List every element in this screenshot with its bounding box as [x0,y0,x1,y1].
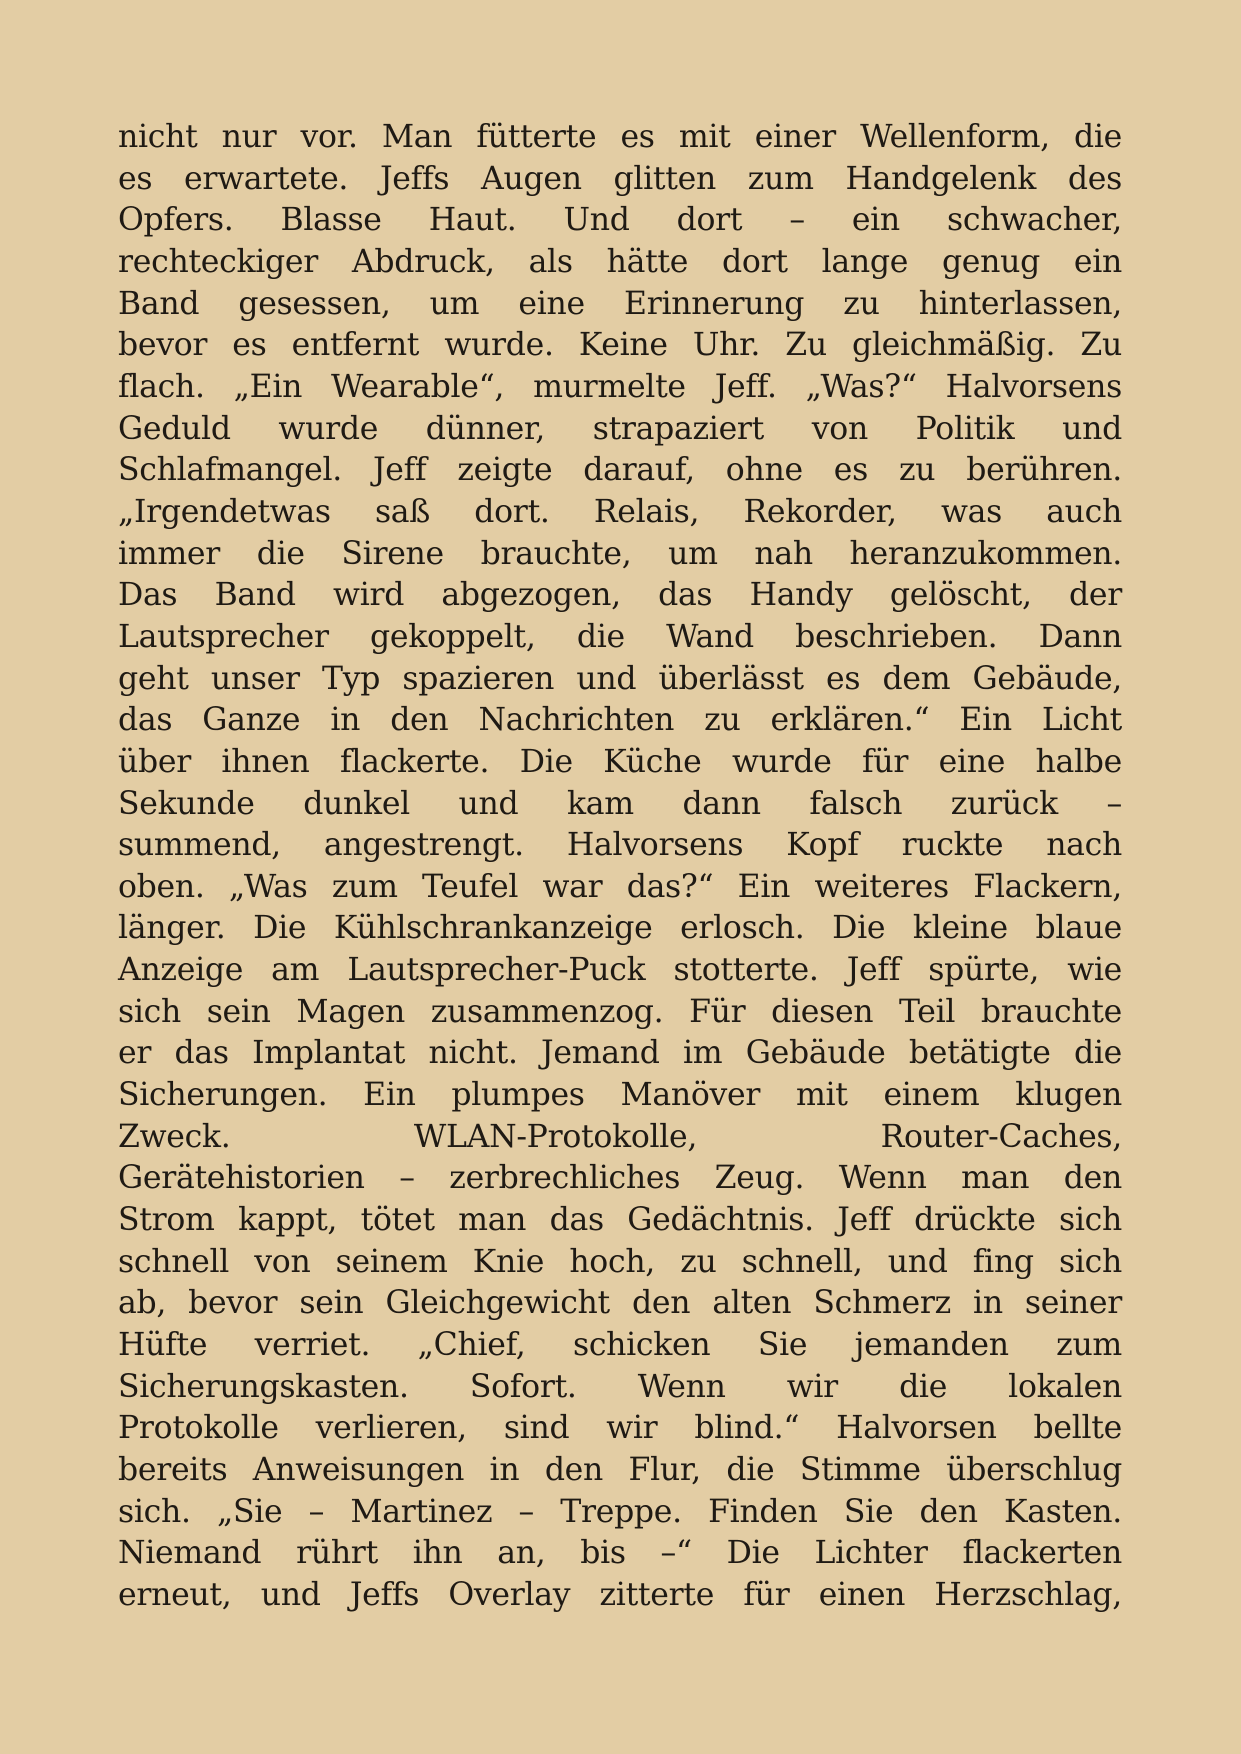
text-line: sich. „Sie – Martinez – Treppe. Finden Sie den Kasten. [118,1493,1122,1530]
text-line: immer die Sirene brauchte, um nah heranzukommen. [118,535,1122,572]
text-page [118,117,1122,1617]
text-line: Zweck. WLAN-Protokolle, Router-Caches, [118,1118,1122,1155]
text-line: „Irgendetwas saß dort. Relais, Rekorder, was auch [118,493,1122,530]
text-line: es erwartete. Jeffs Augen glitten zum Handgelenk des [118,160,1122,197]
text-line: Hüfte verriet. „Chief, schicken Sie jemanden zum [118,1327,1122,1364]
text-line: Band gesessen, um eine Erinnerung zu hinterlassen, [118,285,1122,322]
text-line: Gerätehistorien – zerbrechliches Zeug. Wenn man den [118,1160,1122,1197]
text-line: über ihnen flackerte. Die Küche wurde für eine halbe [118,743,1122,780]
text-line: Geduld wurde dünner, strapaziert von Politik und [118,410,1122,447]
text-line: sich sein Magen zusammenzog. Für diesen Teil brauchte [118,993,1122,1030]
text-line: erneut, und Jeffs Overlay zitterte für einen Herzschlag, [118,1576,1122,1613]
text-line: Niemand rührt ihn an, bis –“ Die Lichter flackerten [118,1535,1122,1572]
text-line: Schlafmangel. Jeff zeigte darauf, ohne es zu berühren. [118,452,1122,489]
text-line: Sicherungskasten. Sofort. Wenn wir die lokalen [118,1368,1122,1405]
text-line: Sekunde dunkel und kam dann falsch zurück – [118,785,1122,822]
text-line: er das Implantat nicht. Jemand im Gebäude betätigte die [118,1035,1122,1072]
text-line: summend, angestrengt. Halvorsens Kopf ruckte nach [118,827,1122,864]
text-line: Sicherungen. Ein plumpes Manöver mit einem klugen [118,1077,1122,1114]
text-line: geht unser Typ spazieren und überlässt es dem Gebäude, [118,660,1122,697]
text-line: Strom kappt, tötet man das Gedächtnis. Jeff drückte sich [118,1202,1122,1239]
text-line: rechteckiger Abdruck, als hätte dort lange genug ein [118,243,1122,280]
text-line: Protokolle verlieren, sind wir blind.“ Halvorsen bellte [118,1410,1122,1447]
text-line: schnell von seinem Knie hoch, zu schnell, und fing sich [118,1243,1122,1280]
text-line: ab, bevor sein Gleichgewicht den alten Schmerz in seiner [118,1285,1122,1322]
text-line: das Ganze in den Nachrichten zu erklären.“ Ein Licht [118,702,1122,739]
text-line: Anzeige am Lautsprecher-Puck stotterte. Jeff spürte, wie [118,952,1122,989]
text-line: flach. „Ein Wearable“, murmelte Jeff. „Was?“ Halvorsens [118,368,1122,405]
text-line: nicht nur vor. Man fütterte es mit einer Wellenform, die [118,119,1122,155]
text-line: Das Band wird abgezogen, das Handy gelöscht, der [118,577,1122,614]
text-line: länger. Die Kühlschrankanzeige erlosch. Die kleine blaue [118,910,1122,947]
text-line: Opfers. Blasse Haut. Und dort – ein schwacher, [118,202,1122,239]
text-line: oben. „Was zum Teufel war das?“ Ein weiteres Flackern, [118,868,1122,905]
text-line: bevor es entfernt wurde. Keine Uhr. Zu gleichmäßig. Zu [118,327,1122,364]
text-line: bereits Anweisungen in den Flur, die Stimme überschlug [118,1452,1122,1488]
text-line: Lautsprecher gekoppelt, die Wand beschrieben. Dann [118,618,1122,655]
